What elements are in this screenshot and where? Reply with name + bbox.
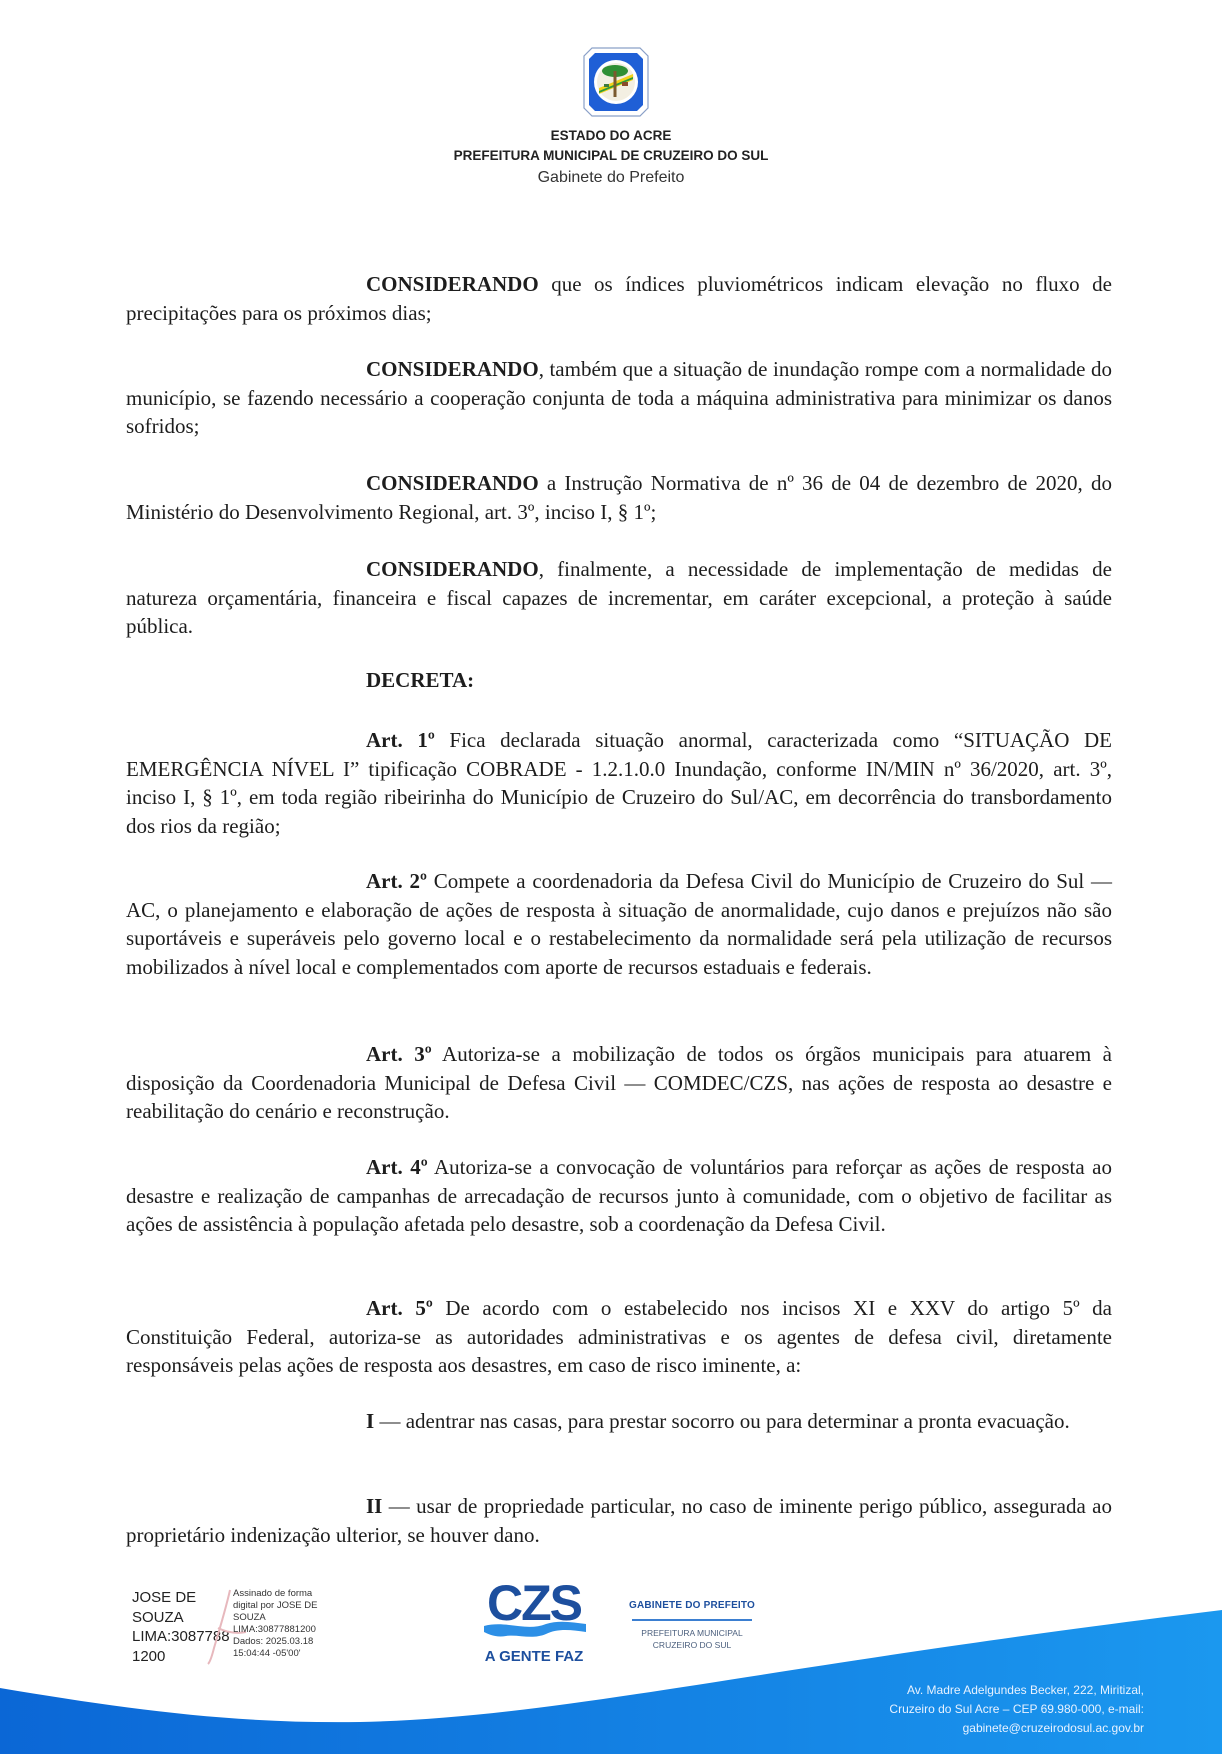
article-number: Art. 2º <box>366 869 427 893</box>
consideration-lead: CONSIDERANDO <box>366 557 539 581</box>
article-4 <box>126 1153 1112 1239</box>
article-5 <box>126 1294 1112 1380</box>
czs-logo-icon <box>476 1580 592 1642</box>
inciso-2 <box>126 1492 1112 1549</box>
consideration-lead: CONSIDERANDO <box>366 357 539 381</box>
inciso-number: I <box>366 1409 375 1433</box>
inciso-1 <box>126 1407 1112 1436</box>
header-state: ESTADO DO ACRE <box>550 128 672 143</box>
footer-address <box>889 1681 1144 1738</box>
decreta-heading <box>126 666 1112 695</box>
consideration-text: a Instrução Normativa de nº 36 de 04 de dezembro de 2020, do Ministério do Desenvolvimento Regional, art. 3º, inciso I, § 1º; <box>126 471 1112 524</box>
consideration-1 <box>126 270 1112 327</box>
consideration-4 <box>126 555 1112 641</box>
article-number: Art. 4º <box>366 1155 428 1179</box>
article-text: Autoriza-se a mobilização de todos os órgãos municipais para atuarem à disposição da Coordenadoria Municipal de Defesa Civil — COMDEC/CZS, nas ações de resposta ao desastre e reabilitação do cenário e reconstrução. <box>126 1042 1112 1123</box>
decreta-label: DECRETA: <box>366 668 475 692</box>
address-line: Av. Madre Adelgundes Becker, 222, Miritizal, <box>906 1683 1144 1697</box>
czs-logo-text: CZS <box>487 1580 581 1631</box>
article-number: Art. 3º <box>366 1042 432 1066</box>
header-municipality: PREFEITURA MUNICIPAL DE CRUZEIRO DO SUL <box>453 148 769 163</box>
gabinete-subtitle-1: PREFEITURA MUNICIPAL <box>641 1628 743 1638</box>
signer-name: JOSE DE SOUZA LIMA:3087788 1200 <box>132 1589 230 1665</box>
czs-slogan: A GENTE FAZ <box>484 1648 584 1665</box>
gabinete-divider <box>632 1619 752 1621</box>
gabinete-title: GABINETE DO PREFEITO <box>628 1600 756 1611</box>
article-text: Fica declarada situação anormal, caracterizada como “SITUAÇÃO DE EMERGÊNCIA NÍVEL I” tipificação COBRADE - 1.2.1.0.0 Inundação, conforme IN/MIN nº 36/2020, art. 3º, inciso I, § 1º, em toda região ribeirinha do Município de Cruzeiro do Sul/AC, em decorrência do transbordamento dos rios da região; <box>126 728 1112 838</box>
article-2 <box>126 867 1112 981</box>
article-text: Compete a coordenadoria da Defesa Civil do Município de Cruzeiro do Sul — AC, o planejamento e elaboração de ações de resposta à situação de anormalidade, cujo danos e prejuízos não são suportáveis e superáveis pelo governo local e o restabelecimento da normalidade será pela utilização de recursos mobilizados à nível local e complementados com aporte de recursos estaduais e federais. <box>126 869 1112 979</box>
municipal-coat-of-arms-icon <box>582 44 650 120</box>
consideration-text: , também que a situação de inundação rompe com a normalidade do município, se fazendo necessário a cooperação conjunta de toda a máquina administrativa para minimizar os danos sofridos; <box>126 357 1112 438</box>
consideration-text: que os índices pluviométricos indicam elevação no fluxo de precipitações para os próximos dias; <box>126 272 1112 325</box>
gabinete-subtitle-2: CRUZEIRO DO SUL <box>652 1640 732 1650</box>
address-line: Cruzeiro do Sul Acre – CEP 69.980-000, e-mail: <box>889 1702 1144 1716</box>
article-1 <box>126 726 1112 840</box>
address-email[interactable]: gabinete@cruzeirodosul.ac.gov.br <box>962 1721 1144 1735</box>
article-number: Art. 5º <box>366 1296 433 1320</box>
consideration-lead: CONSIDERANDO <box>366 471 539 495</box>
inciso-text: — adentrar nas casas, para prestar socorro ou para determinar a pronta evacuação. <box>374 1409 1070 1433</box>
article-text: De acordo com o estabelecido nos incisos XI e XXV do artigo 5º da Constituição Federal, autoriza-se as autoridades administrativas e os agentes de defesa civil, diretamente responsáveis pelas ações de resposta aos desastres, em caso de risco iminente, a: <box>126 1296 1112 1377</box>
inciso-number: II <box>366 1494 383 1518</box>
consideration-2 <box>126 355 1112 441</box>
consideration-lead: CONSIDERANDO <box>366 272 539 296</box>
article-number: Art. 1º <box>366 728 435 752</box>
signature-details: Assinado de forma digital por JOSE DE SOUZA LIMA:30877881200 Dados: 2025.03.18 15:04:44 -05'00' <box>233 1588 318 1659</box>
header-office: Gabinete do Prefeito <box>537 169 685 186</box>
article-3 <box>126 1040 1112 1126</box>
article-text: Autoriza-se a convocação de voluntários para reforçar as ações de resposta ao desastre e realização de campanhas de arrecadação de recursos junto à comunidade, com o objetivo de facilitar as ações de assistência à população afetada pelo desastre, sob a coordenação da Defesa Civil. <box>126 1155 1112 1236</box>
consideration-3 <box>126 469 1112 526</box>
consideration-text: , finalmente, a necessidade de implementação de medidas de natureza orçamentária, financeira e fiscal capazes de incrementar, em caráter excepcional, a proteção à saúde pública. <box>126 557 1112 638</box>
inciso-text: — usar de propriedade particular, no caso de iminente perigo público, assegurada ao proprietário indenização ulterior, se houver dano. <box>126 1494 1112 1547</box>
